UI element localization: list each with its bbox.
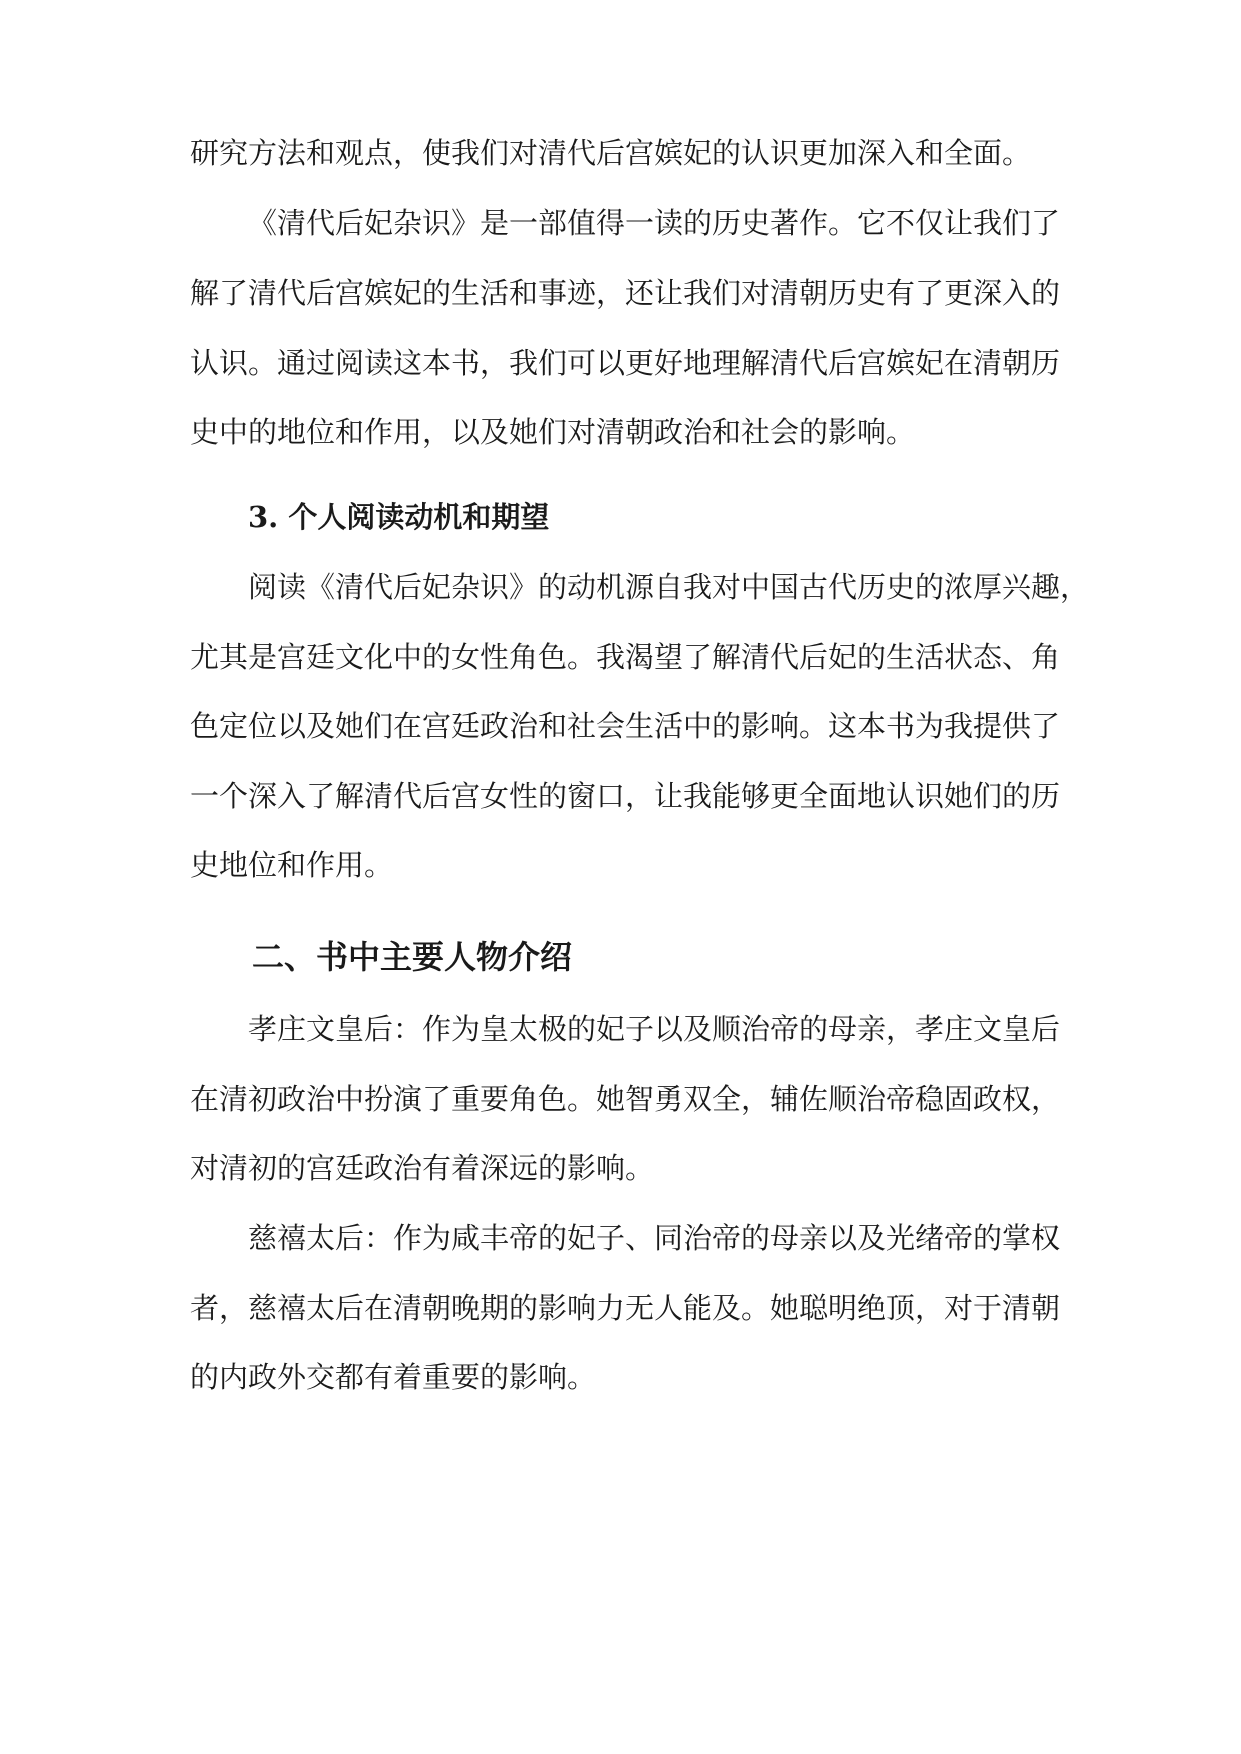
paragraph-line: 《清代后妃杂识》是一部值得一读的历史著作。它不仅让我们了 — [248, 206, 1061, 240]
paragraph-line: 对清初的宫廷政治有着深远的影响。 — [190, 1151, 655, 1185]
chapter-heading: 二、书中主要人物介绍 — [252, 938, 573, 976]
paragraph-line: 史地位和作用。 — [190, 848, 394, 882]
paragraph-line: 一个深入了解清代后宫女性的窗口，让我能够更全面地认识她们的历 — [190, 779, 1061, 813]
paragraph-line: 慈禧太后：作为咸丰帝的妃子、同治帝的母亲以及光绪帝的掌权 — [248, 1221, 1061, 1255]
paragraph-line: 认识。通过阅读这本书，我们可以更好地理解清代后宫嫔妃在清朝历 — [190, 346, 1061, 380]
paragraph-line: 阅读《清代后妃杂识》的动机源自我对中国古代历史的浓厚兴趣， — [248, 570, 1090, 604]
section-heading: 3. 个人阅读动机和期望 — [248, 500, 550, 534]
paragraph-line: 研究方法和观点，使我们对清代后宫嫔妃的认识更加深入和全面。 — [190, 136, 1032, 170]
paragraph-line: 者，慈禧太后在清朝晚期的影响力无人能及。她聪明绝顶，对于清朝 — [190, 1291, 1061, 1325]
paragraph-line: 史中的地位和作用，以及她们对清朝政治和社会的影响。 — [190, 415, 916, 449]
paragraph-line: 在清初政治中扮演了重要角色。她智勇双全，辅佐顺治帝稳固政权， — [190, 1082, 1061, 1116]
paragraph-line: 尤其是宫廷文化中的女性角色。我渴望了解清代后妃的生活状态、角 — [190, 640, 1061, 674]
paragraph-line: 色定位以及她们在宫廷政治和社会生活中的影响。这本书为我提供了 — [190, 709, 1061, 743]
paragraph-line: 的内政外交都有着重要的影响。 — [190, 1360, 597, 1394]
paragraph-line: 孝庄文皇后：作为皇太极的妃子以及顺治帝的母亲，孝庄文皇后 — [248, 1012, 1061, 1046]
paragraph-line: 解了清代后宫嫔妃的生活和事迹，还让我们对清朝历史有了更深入的 — [190, 276, 1061, 310]
